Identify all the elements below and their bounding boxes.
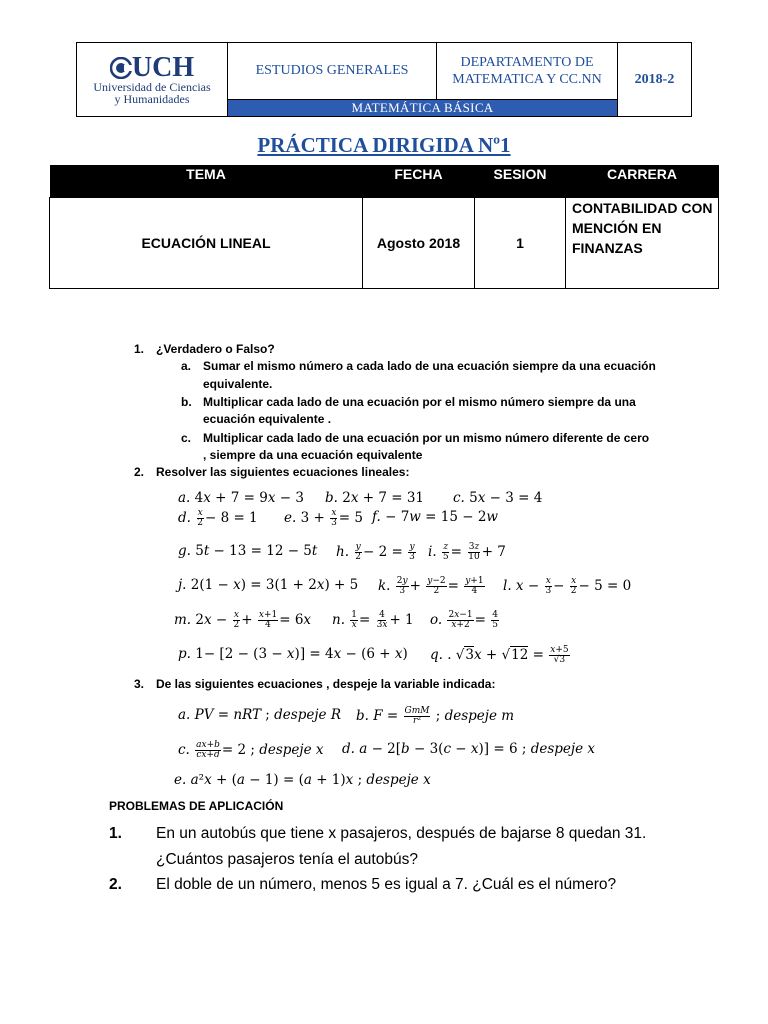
header-sesion: SESION <box>475 165 566 198</box>
equation-k: k. $\frac{2y}{3}$ + $\frac{y-2}{2}$ = $\frac{y+1}{4}$ <box>378 576 484 596</box>
equation-3e: e. a²x + (a − 1) = (a + 1)x ; despeje x <box>174 772 431 788</box>
equation-b: b. 2x + 7 = 31 <box>325 490 425 506</box>
carrera-value <box>566 198 719 289</box>
university-logo <box>77 51 227 106</box>
tema-value: ECUACIÓN LINEAL <box>50 198 363 289</box>
q1-number: 1. <box>134 342 145 356</box>
carrera-line: FINANZAS <box>572 240 643 256</box>
equation-3c: c. $\frac{ax+b}{cx+d}$ = 2 ; despeje x <box>178 740 324 760</box>
header-carrera: CARRERA <box>566 165 719 198</box>
equation-3a: a. PV = nRT ; despeje R <box>178 707 341 723</box>
q1-item-line: Sumar el mismo número a cada lado de una ecuación siempre da una ecuación <box>203 359 656 373</box>
logo-subtitle-1: Universidad de Ciencias <box>93 79 211 94</box>
equation-o: o. $\frac{2x-1}{x+2}$ = $\frac{4}{5}$ <box>430 610 498 630</box>
equation-e: e. 3 + $\frac{x}{3}$ = 5 <box>284 508 363 528</box>
page-title: PRÁCTICA DIRIGIDA Nº1 <box>257 133 511 157</box>
problem-number: 1. <box>109 825 122 842</box>
equation-l: l. x − $\frac{x}{3}$ − $\frac{x}{2}$ − 5 = 0 <box>503 576 632 596</box>
q1-item-letter: b. <box>181 395 192 409</box>
header-tema: TEMA <box>50 165 363 198</box>
equation-p: p. 1− [2 − (3 − x)] = 4x − (6 + x) <box>178 646 408 662</box>
q2-number: 2. <box>134 465 145 479</box>
header-table <box>76 42 692 117</box>
equation-f: f. − 7w = 15 − 2w <box>372 509 498 525</box>
semester-year: 2018-2 <box>618 43 692 117</box>
carrera-line: CONTABILIDAD CON <box>572 200 713 216</box>
fecha-value: Agosto 2018 <box>363 198 475 289</box>
q1-item-line: equivalente. <box>203 377 273 391</box>
departamento: DEPARTAMENTO DE MATEMATICA Y CC.NN <box>437 43 618 100</box>
problem-line: En un autobús que tiene x pasajeros, después de bajarse 8 quedan 31. <box>156 825 647 842</box>
problem-line: ¿Cuántos pasajeros tenía el autobús? <box>156 851 418 868</box>
logo-subtitle-2: y Humanidades <box>114 91 190 106</box>
estudios-generales: ESTUDIOS GENERALES <box>228 43 437 100</box>
equation-c: c. 5x − 3 = 4 <box>453 490 543 506</box>
problems-heading: PROBLEMAS DE APLICACIÓN <box>109 799 284 813</box>
equation-3b: b. F = $\frac{\text{GmM}}{\text{r²}}$ ; despeje m <box>356 706 515 726</box>
equation-3d: d. a − 2[b − 3(c − x)] = 6 ; despeje x <box>342 741 595 757</box>
problem-line: El doble de un número, menos 5 es igual a 7. ¿Cuál es el número? <box>156 876 617 893</box>
equation-d: d. $\frac{x}{2}$ − 8 = 1 <box>178 508 258 528</box>
equation-i: i. $\frac{z}{5}$ = $\frac{3z}{10}$ + 7 <box>428 542 506 562</box>
equation-h: h. $\frac{y}{2}$ − 2 = $\frac{y}{3}$ <box>336 542 415 562</box>
info-table <box>49 165 719 289</box>
header-fecha: FECHA <box>363 165 475 198</box>
problem-number: 2. <box>109 876 122 893</box>
q1-item-line: , siempre da una ecuación equivalente <box>203 448 423 462</box>
equation-j: j. 2(1 − x) = 3(1 + 2x) + 5 <box>178 577 359 593</box>
q3-number: 3. <box>134 677 145 691</box>
q1-item-letter: c. <box>181 431 192 445</box>
equation-a: a. 4x + 7 = 9x − 3 <box>178 490 304 506</box>
logo-emblem-icon <box>110 57 132 79</box>
equation-g: g. 5t − 13 = 12 − 5t <box>178 543 318 559</box>
q2-text: Resolver las siguientes ecuaciones lineales: <box>156 465 410 479</box>
logo-cell <box>77 43 228 117</box>
equation-n: n. $\frac{1}{x}$ = $\frac{4}{3x}$ + 1 <box>332 610 414 630</box>
equation-m: m. 2x − $\frac{x}{2}$ + $\frac{x+1}{4}$ = 6x <box>174 610 312 630</box>
course-name: MATEMÁTICA BÁSICA <box>228 100 618 117</box>
q3-text: De las siguientes ecuaciones , despeje la variable indicada: <box>156 677 496 691</box>
q1-item-letter: a. <box>181 359 192 373</box>
equation-q: q. . √3x + √12 = $\frac{x+5}{√3}$ <box>430 645 569 665</box>
sesion-value: 1 <box>475 198 566 289</box>
logo-text: UCH <box>131 51 195 83</box>
q1-item-line: Multiplicar cada lado de una ecuación por el mismo número siempre da una <box>203 395 636 409</box>
q1-item-line: ecuación equivalente . <box>203 412 332 426</box>
q1-item-line: Multiplicar cada lado de una ecuación por un mismo número diferente de cero <box>203 431 650 445</box>
q1-text: ¿Verdadero o Falso? <box>156 342 275 356</box>
carrera-line: MENCIÓN EN <box>572 220 662 236</box>
